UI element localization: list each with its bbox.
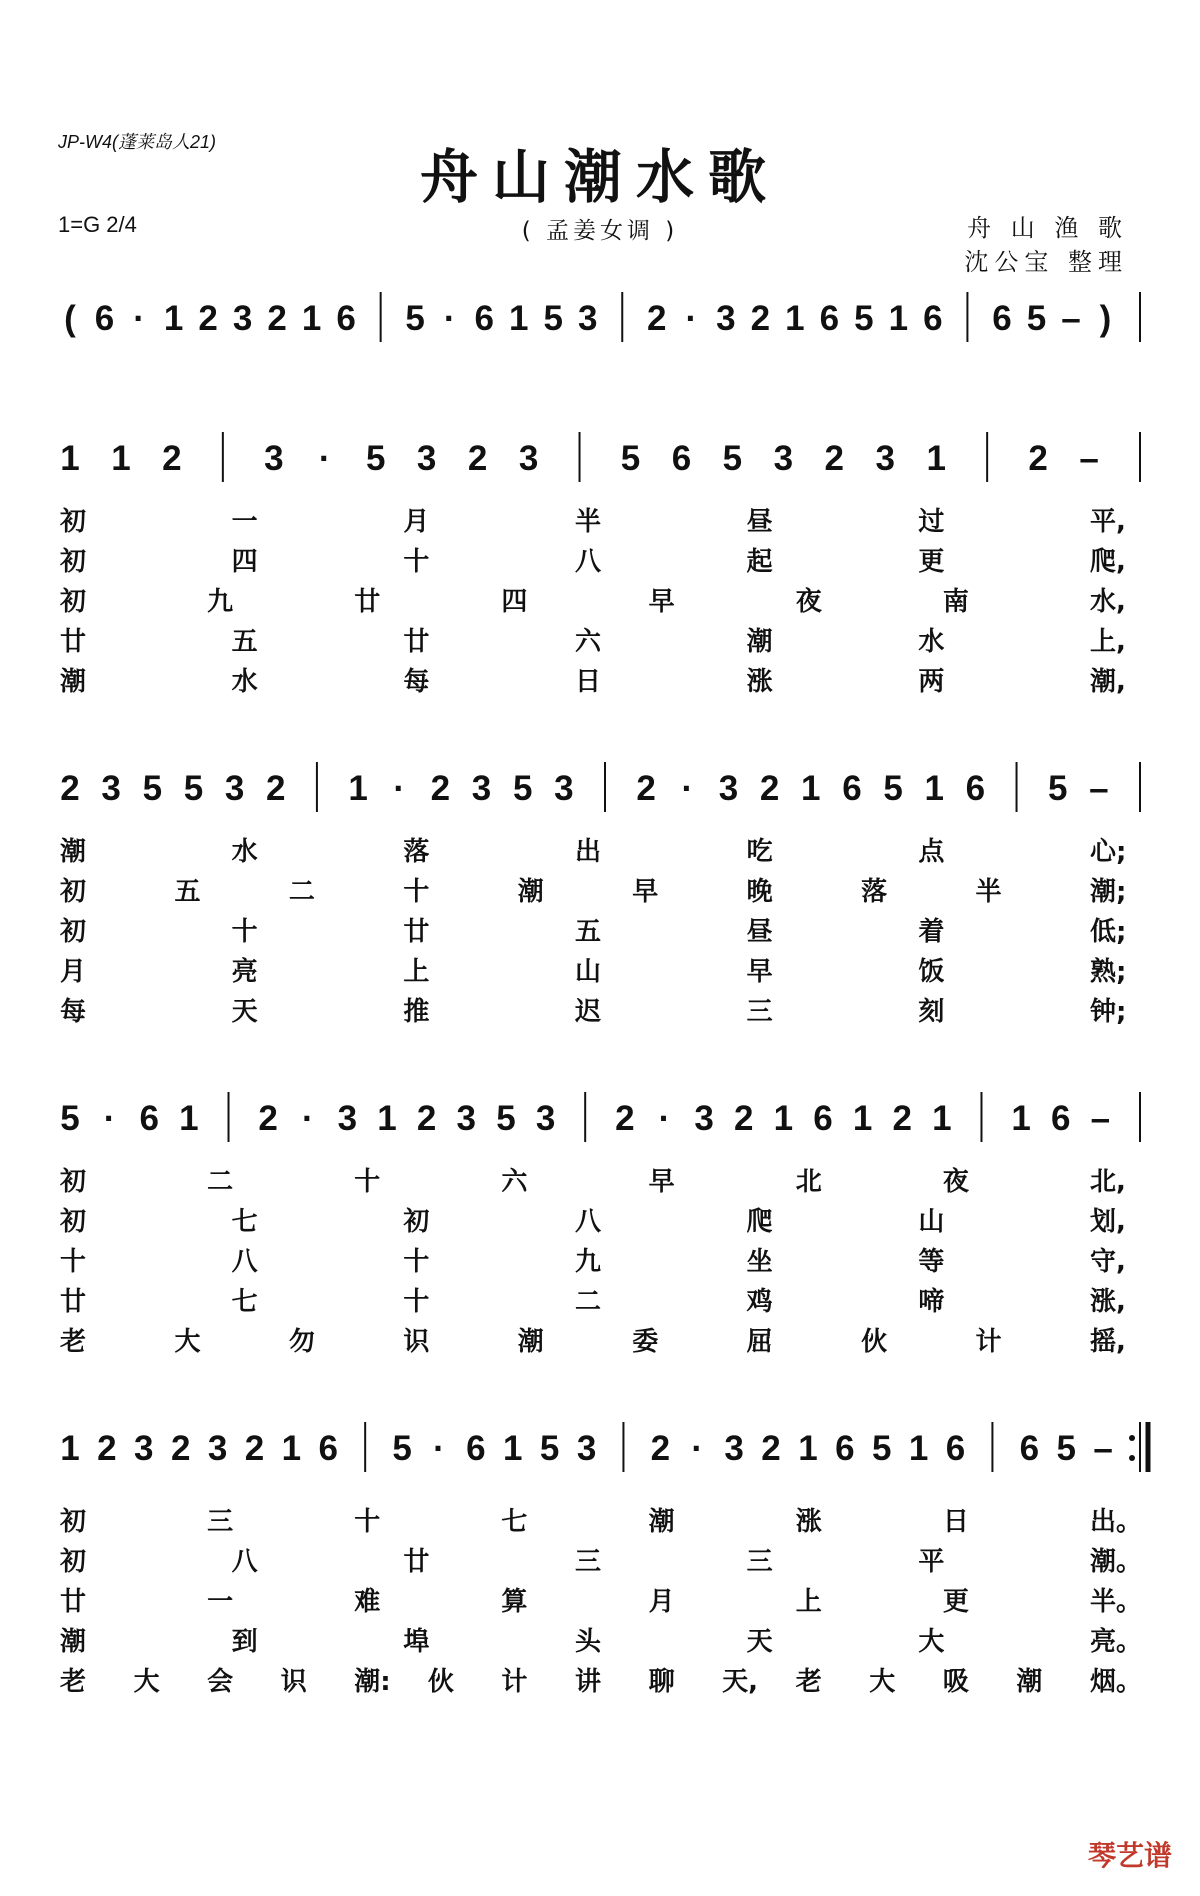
note-4-1: 2 <box>97 1429 117 1468</box>
note-1-9: 3 <box>518 439 539 478</box>
lyric-1-3-4: 潮 <box>746 627 773 657</box>
note-4-22: 5 <box>871 1429 892 1468</box>
lyric-1-1-6: 爬, <box>1090 547 1126 577</box>
lyric-3-0-0: 初 <box>60 1167 87 1197</box>
lyric-1-2-2: 廿 <box>354 587 381 617</box>
note-4-24: 6 <box>945 1429 966 1468</box>
lyric-2-4-0: 每 <box>60 997 87 1027</box>
lyric-2-3-2: 上 <box>403 957 430 987</box>
lyric-2-1-3: 十 <box>403 877 430 907</box>
note-4-6: 1 <box>281 1429 302 1468</box>
note-1-5: · <box>318 439 331 478</box>
lyric-3-0-3: 六 <box>501 1167 528 1197</box>
note-4-18: 3 <box>724 1429 744 1468</box>
note-3-10: 3 <box>456 1099 477 1138</box>
lyric-3-4-0: 老 <box>60 1327 87 1357</box>
credit-source: 舟 山 渔 歌 <box>967 214 1128 242</box>
note-0-0: ( <box>64 299 76 338</box>
note-3-16: 3 <box>694 1099 714 1138</box>
lyric-3-2-1: 八 <box>231 1247 258 1277</box>
lyric-4-2-3: 算 <box>501 1587 528 1617</box>
lyric-1-3-5: 水 <box>918 627 945 657</box>
note-4-21: 6 <box>835 1429 855 1468</box>
lyric-4-2-4: 月 <box>648 1587 675 1617</box>
lyric-4-0-1: 三 <box>207 1507 234 1537</box>
lyric-1-0-5: 过 <box>918 507 945 537</box>
lyric-3-1-0: 初 <box>60 1207 87 1237</box>
lyric-1-3-6: 上, <box>1090 627 1126 657</box>
note-4-7: 6 <box>318 1429 339 1468</box>
note-4-0: 1 <box>60 1429 80 1468</box>
lyric-4-1-1: 八 <box>231 1547 258 1577</box>
note-1-20: – <box>1079 439 1099 478</box>
note-1-11: 5 <box>620 439 641 478</box>
lyric-1-2-5: 夜 <box>795 587 822 617</box>
lyric-3-1-2: 初 <box>403 1207 430 1237</box>
lyric-4-4-3: 识 <box>280 1667 307 1697</box>
lyric-3-3-1: 七 <box>231 1287 258 1317</box>
note-1-17: 1 <box>926 439 946 478</box>
lyric-1-1-5: 更 <box>918 547 945 577</box>
lyric-1-0-1: 一 <box>231 507 258 537</box>
note-2-4: 3 <box>224 769 245 808</box>
lyric-1-1-1: 四 <box>231 547 258 577</box>
lyric-2-4-1: 天 <box>231 997 258 1027</box>
note-4-28: – <box>1093 1429 1113 1468</box>
lyric-1-0-6: 平, <box>1090 507 1126 537</box>
lyric-3-0-7: 北, <box>1090 1167 1126 1197</box>
note-4-19: 2 <box>761 1429 781 1468</box>
note-0-7: 1 <box>301 299 322 338</box>
note-0-19: 3 <box>716 299 736 338</box>
note-4-12: 1 <box>503 1429 523 1468</box>
lyric-4-1-2: 廿 <box>403 1547 430 1577</box>
note-1-14: 3 <box>773 439 794 478</box>
lyric-4-3-5: 大 <box>918 1627 945 1657</box>
lyric-4-0-5: 涨 <box>795 1507 822 1537</box>
score-code: JP-W4(蓬莱岛人21) <box>58 132 217 152</box>
note-4-4: 3 <box>207 1429 228 1468</box>
lyric-2-0-5: 点 <box>918 837 945 867</box>
lyric-4-3-3: 头 <box>575 1627 602 1657</box>
note-4-5: 2 <box>244 1429 265 1468</box>
note-4-17: · <box>691 1429 704 1468</box>
note-0-2: · <box>133 299 145 338</box>
lyric-2-2-1: 十 <box>231 917 258 947</box>
note-2-15: · <box>681 769 694 808</box>
note-0-24: 1 <box>888 299 909 338</box>
note-4-20: 1 <box>798 1429 818 1468</box>
lyric-4-1-3: 三 <box>575 1547 602 1577</box>
lyric-3-0-6: 夜 <box>942 1167 969 1197</box>
lyric-4-2-5: 上 <box>795 1587 822 1617</box>
lyric-4-4-12: 吸 <box>942 1667 969 1697</box>
lyric-1-3-3: 六 <box>575 627 602 657</box>
note-1-15: 2 <box>824 439 845 478</box>
note-0-11: · <box>443 299 456 338</box>
lyric-3-4-4: 潮 <box>517 1327 544 1357</box>
lyric-1-2-6: 南 <box>942 587 969 617</box>
lyric-2-2-0: 初 <box>60 917 87 947</box>
note-3-8: 1 <box>377 1099 397 1138</box>
lyric-3-2-6: 守, <box>1090 1247 1126 1277</box>
lyric-3-2-5: 等 <box>918 1247 945 1277</box>
lyric-3-2-4: 坐 <box>746 1247 773 1277</box>
lyric-4-1-5: 平 <box>918 1547 945 1577</box>
note-2-1: 3 <box>101 769 121 808</box>
lyric-4-2-0: 廿 <box>60 1587 87 1617</box>
note-1-2: 2 <box>162 439 182 478</box>
note-2-2: 5 <box>142 769 163 808</box>
note-0-17: 2 <box>647 299 667 338</box>
lyric-4-3-1: 到 <box>231 1627 258 1657</box>
note-2-21: 1 <box>924 769 944 808</box>
lyric-4-0-6: 日 <box>942 1507 969 1537</box>
lyric-2-2-2: 廿 <box>403 917 430 947</box>
note-2-9: 2 <box>430 769 451 808</box>
lyric-3-0-5: 北 <box>795 1167 822 1197</box>
note-0-25: 6 <box>923 299 943 338</box>
lyric-2-4-6: 钟; <box>1090 997 1127 1027</box>
credit-arranger: 沈公宝 整理 <box>964 248 1128 276</box>
note-0-28: 5 <box>1026 299 1047 338</box>
note-2-18: 1 <box>801 769 821 808</box>
lyric-3-3-3: 二 <box>575 1287 602 1317</box>
lyric-2-0-6: 心; <box>1090 837 1127 867</box>
lyric-3-4-2: 勿 <box>288 1327 315 1357</box>
lyric-3-4-6: 屈 <box>746 1327 773 1357</box>
note-0-4: 2 <box>198 299 218 338</box>
lyric-2-4-2: 推 <box>403 997 430 1027</box>
lyric-4-3-6: 亮。 <box>1090 1627 1143 1657</box>
note-3-18: 1 <box>773 1099 794 1138</box>
lyric-1-1-0: 初 <box>60 547 87 577</box>
note-3-11: 5 <box>496 1099 516 1138</box>
lyric-4-1-4: 三 <box>746 1547 773 1577</box>
note-3-5: 2 <box>258 1099 278 1138</box>
note-0-18: · <box>685 299 698 338</box>
lyric-4-4-10: 老 <box>795 1667 822 1697</box>
note-2-25: – <box>1089 769 1109 808</box>
note-0-5: 3 <box>232 299 253 338</box>
note-2-17: 2 <box>759 769 780 808</box>
note-2-16: 3 <box>718 769 739 808</box>
note-4-11: 6 <box>466 1429 486 1468</box>
note-0-3: 1 <box>163 299 184 338</box>
lyric-1-2-1: 九 <box>207 587 234 617</box>
note-3-6: · <box>301 1099 314 1138</box>
lyric-2-4-4: 三 <box>746 997 773 1027</box>
lyric-2-0-4: 吃 <box>746 837 773 867</box>
lyric-2-3-6: 熟; <box>1090 957 1127 987</box>
note-3-19: 6 <box>813 1099 833 1138</box>
note-3-14: 2 <box>615 1099 635 1138</box>
note-1-19: 2 <box>1028 439 1048 478</box>
lyric-3-4-7: 伙 <box>861 1327 888 1357</box>
lyric-2-0-0: 潮 <box>60 837 87 867</box>
lyric-1-4-0: 潮 <box>60 667 87 697</box>
lyric-4-0-7: 出。 <box>1090 1507 1143 1537</box>
note-1-16: 3 <box>875 439 895 478</box>
note-0-10: 5 <box>405 299 425 338</box>
note-0-12: 6 <box>474 299 494 338</box>
lyric-3-1-1: 七 <box>231 1207 258 1237</box>
lyric-4-4-1: 大 <box>133 1667 160 1697</box>
lyric-2-1-0: 初 <box>60 877 87 907</box>
lyric-2-0-2: 落 <box>403 837 430 867</box>
lyric-1-2-3: 四 <box>501 587 528 617</box>
note-0-29: – <box>1061 299 1081 338</box>
lyric-2-1-9: 潮; <box>1090 877 1127 907</box>
lyric-3-3-2: 十 <box>403 1287 430 1317</box>
note-0-23: 5 <box>854 299 874 338</box>
lyric-3-4-3: 识 <box>403 1327 430 1357</box>
note-3-0: 5 <box>60 1099 80 1138</box>
lyric-4-4-11: 大 <box>869 1667 896 1697</box>
lyric-2-2-6: 低; <box>1090 917 1127 947</box>
note-0-15: 3 <box>578 299 598 338</box>
lyric-2-3-1: 亮 <box>231 957 258 987</box>
lyric-2-4-5: 刻 <box>918 997 945 1027</box>
lyric-1-1-3: 八 <box>575 547 602 577</box>
note-4-3: 2 <box>170 1429 191 1468</box>
note-0-30: ) <box>1099 299 1112 338</box>
lyric-2-1-4: 潮 <box>517 877 544 907</box>
lyric-1-0-0: 初 <box>60 507 87 537</box>
lyric-4-0-3: 七 <box>501 1507 528 1537</box>
lyric-4-0-0: 初 <box>60 1507 87 1537</box>
note-2-14: 2 <box>636 769 656 808</box>
lyric-4-2-6: 更 <box>942 1587 969 1617</box>
note-0-20: 2 <box>750 299 771 338</box>
lyric-3-1-3: 八 <box>575 1207 602 1237</box>
note-3-12: 3 <box>535 1099 556 1138</box>
note-3-25: 6 <box>1051 1099 1071 1138</box>
watermark-logo: 琴艺谱 <box>1087 1839 1172 1872</box>
note-1-13: 5 <box>722 439 743 478</box>
lyric-1-4-4: 涨 <box>746 667 773 697</box>
note-4-26: 6 <box>1019 1429 1040 1468</box>
lyric-3-3-5: 啼 <box>918 1287 945 1317</box>
lyric-1-0-4: 昼 <box>746 507 773 537</box>
lyric-1-4-1: 水 <box>231 667 258 697</box>
note-2-11: 5 <box>512 769 533 808</box>
lyric-1-4-3: 日 <box>575 667 602 697</box>
note-3-15: · <box>658 1099 671 1138</box>
note-4-2: 3 <box>134 1429 154 1468</box>
lyric-1-2-0: 初 <box>60 587 87 617</box>
lyric-3-1-6: 划, <box>1090 1207 1126 1237</box>
lyric-1-3-2: 廿 <box>403 627 430 657</box>
note-1-6: 5 <box>365 439 386 478</box>
lyric-4-1-0: 初 <box>60 1547 87 1577</box>
note-3-22: 1 <box>932 1099 952 1138</box>
lyric-2-1-6: 晚 <box>746 877 773 907</box>
subtitle: ( 孟姜女调 ) <box>521 218 679 244</box>
note-2-12: 3 <box>554 769 574 808</box>
lyric-1-0-3: 半 <box>575 507 602 537</box>
lyric-2-2-5: 着 <box>918 917 945 947</box>
lyric-3-2-2: 十 <box>403 1247 430 1277</box>
lyric-2-0-3: 出 <box>575 837 602 867</box>
note-3-21: 2 <box>892 1099 912 1138</box>
lyric-2-3-3: 山 <box>575 957 602 987</box>
note-3-3: 1 <box>179 1099 199 1138</box>
note-0-14: 5 <box>543 299 563 338</box>
lyric-4-0-4: 潮 <box>648 1507 675 1537</box>
note-2-0: 2 <box>60 769 80 808</box>
note-3-7: 3 <box>337 1099 358 1138</box>
lyric-3-2-3: 九 <box>575 1247 602 1277</box>
lyric-2-1-2: 二 <box>288 877 315 907</box>
note-3-26: – <box>1090 1099 1111 1138</box>
lyric-2-3-4: 早 <box>746 957 773 987</box>
lyric-2-2-3: 五 <box>575 917 602 947</box>
lyric-3-2-0: 十 <box>60 1247 87 1277</box>
note-0-27: 6 <box>992 299 1012 338</box>
note-3-9: 2 <box>416 1099 437 1138</box>
lyric-4-3-4: 天 <box>746 1627 773 1657</box>
note-3-17: 2 <box>733 1099 754 1138</box>
note-2-10: 3 <box>471 769 492 808</box>
lyric-3-1-4: 爬 <box>746 1207 773 1237</box>
repeat-dot <box>1129 1435 1135 1441</box>
note-1-4: 3 <box>264 439 284 478</box>
lyric-4-4-6: 计 <box>501 1667 528 1697</box>
note-1-0: 1 <box>60 439 80 478</box>
note-0-13: 1 <box>508 299 529 338</box>
note-2-22: 6 <box>965 769 986 808</box>
note-3-2: 6 <box>139 1099 159 1138</box>
note-4-14: 3 <box>576 1429 597 1468</box>
note-1-12: 6 <box>671 439 692 478</box>
note-4-13: 5 <box>539 1429 560 1468</box>
lyric-4-4-2: 会 <box>207 1667 234 1697</box>
lyric-4-4-14: 烟。 <box>1090 1667 1143 1697</box>
lyric-3-0-1: 二 <box>207 1167 234 1197</box>
lyric-1-2-4: 早 <box>648 587 675 617</box>
lyric-2-1-5: 早 <box>632 877 659 907</box>
key-signature: 1=G 2/4 <box>58 212 137 237</box>
lyric-4-1-6: 潮。 <box>1090 1547 1143 1577</box>
note-4-23: 1 <box>908 1429 929 1468</box>
note-2-19: 6 <box>842 769 862 808</box>
lyric-4-4-9: 天, <box>722 1667 759 1697</box>
note-3-1: · <box>103 1099 116 1138</box>
note-3-20: 1 <box>852 1099 873 1138</box>
lyric-3-3-0: 廿 <box>60 1287 87 1317</box>
lyric-3-4-5: 委 <box>632 1327 659 1357</box>
lyric-2-1-7: 落 <box>861 877 888 907</box>
lyric-3-3-4: 鸡 <box>746 1287 773 1317</box>
lyric-1-3-1: 五 <box>231 627 258 657</box>
lyric-1-1-4: 起 <box>746 547 773 577</box>
lyric-1-1-2: 十 <box>403 547 430 577</box>
lyric-1-2-7: 水, <box>1090 587 1126 617</box>
page-title: 舟山潮水歌 <box>419 143 780 211</box>
lyric-4-4-0: 老 <box>60 1667 87 1697</box>
lyric-4-2-2: 难 <box>354 1587 381 1617</box>
lyric-3-4-1: 大 <box>174 1327 201 1357</box>
note-4-16: 2 <box>650 1429 671 1468</box>
lyric-4-3-0: 潮 <box>60 1627 87 1657</box>
lyric-3-0-4: 早 <box>648 1167 675 1197</box>
lyric-4-2-7: 半。 <box>1090 1587 1143 1617</box>
note-0-8: 6 <box>336 299 356 338</box>
note-0-6: 2 <box>267 299 287 338</box>
lyric-4-4-4: 潮: <box>354 1667 391 1697</box>
lyric-4-3-2: 埠 <box>403 1627 430 1657</box>
note-2-5: 2 <box>266 769 286 808</box>
lyric-3-4-8: 计 <box>975 1327 1002 1357</box>
lyric-4-4-5: 伙 <box>427 1667 454 1697</box>
lyric-2-2-4: 昼 <box>746 917 773 947</box>
lyric-2-1-8: 半 <box>975 877 1002 907</box>
note-4-27: 5 <box>1056 1429 1076 1468</box>
lyric-2-1-1: 五 <box>174 877 201 907</box>
note-0-22: 6 <box>819 299 840 338</box>
lyric-4-0-2: 十 <box>354 1507 381 1537</box>
lyric-1-4-6: 潮, <box>1090 667 1126 697</box>
note-2-3: 5 <box>183 769 204 808</box>
lyric-3-3-6: 涨, <box>1090 1287 1126 1317</box>
repeat-dot <box>1129 1455 1135 1461</box>
lyric-3-0-2: 十 <box>354 1167 381 1197</box>
note-4-10: · <box>433 1429 445 1468</box>
lyric-4-4-13: 潮 <box>1016 1667 1043 1697</box>
note-1-8: 2 <box>467 439 488 478</box>
note-4-9: 5 <box>392 1429 412 1468</box>
note-2-24: 5 <box>1047 769 1068 808</box>
lyric-3-4-9: 摇, <box>1090 1327 1126 1357</box>
note-2-7: 1 <box>348 769 368 808</box>
lyric-1-0-2: 月 <box>403 507 430 537</box>
lyric-1-4-5: 两 <box>918 667 945 697</box>
note-2-20: 5 <box>883 769 903 808</box>
note-1-1: 1 <box>111 439 131 478</box>
lyric-4-4-7: 讲 <box>575 1667 602 1697</box>
lyric-1-3-0: 廿 <box>60 627 87 657</box>
lyric-4-4-8: 聊 <box>648 1667 675 1697</box>
note-1-7: 3 <box>416 439 437 478</box>
note-0-1: 6 <box>94 299 115 338</box>
lyric-2-4-3: 迟 <box>575 997 602 1027</box>
lyric-2-0-1: 水 <box>231 837 258 867</box>
note-3-24: 1 <box>1011 1099 1031 1138</box>
lyric-2-3-0: 月 <box>60 957 87 987</box>
note-2-8: · <box>393 769 406 808</box>
lyric-1-4-2: 每 <box>403 667 430 697</box>
lyric-4-2-1: 一 <box>207 1587 234 1617</box>
note-0-21: 1 <box>785 299 805 338</box>
lyric-3-1-5: 山 <box>918 1207 945 1237</box>
lyric-2-3-5: 饭 <box>918 957 945 987</box>
